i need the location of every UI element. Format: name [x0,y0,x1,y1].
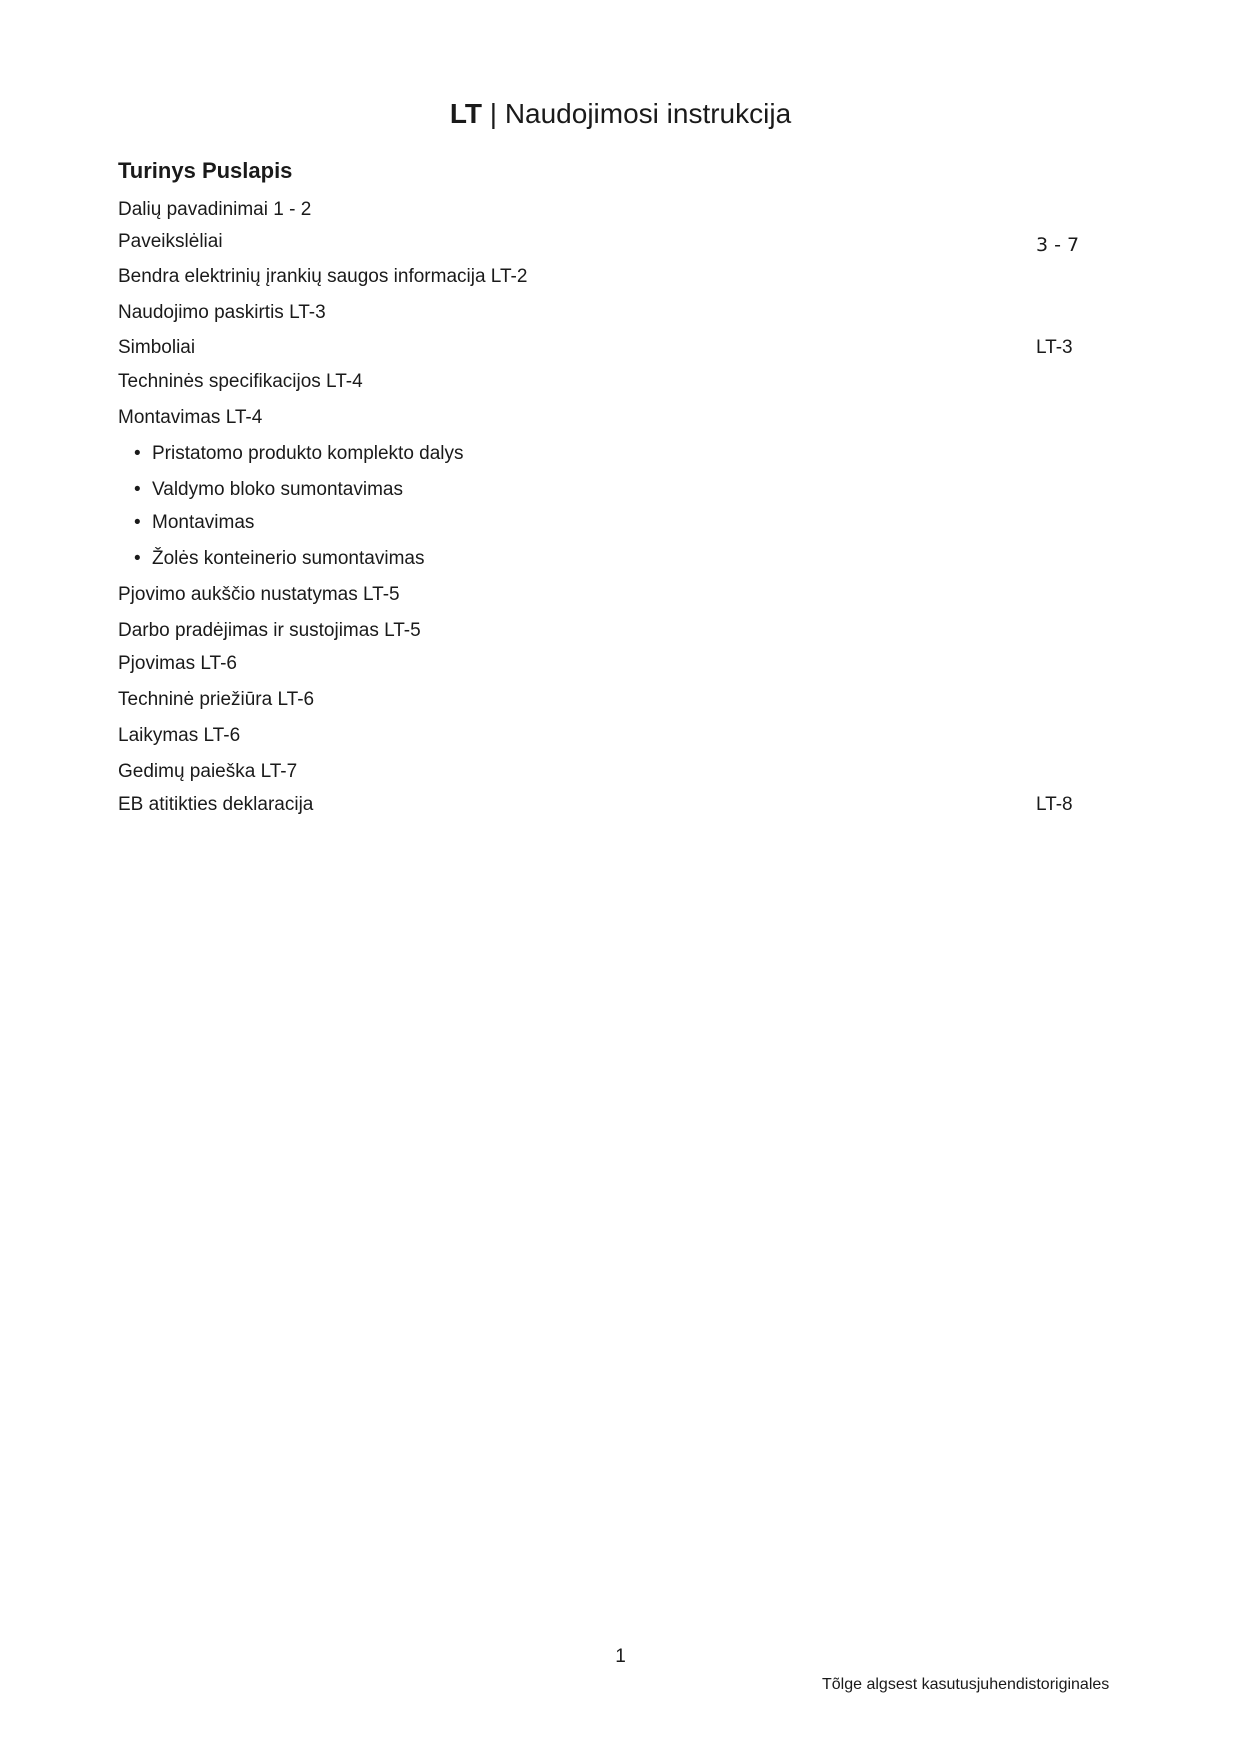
toc-entry-parts-names: Dalių pavadinimai 1 - 2 [118,199,312,220]
toc-entry-start-stop: Darbo pradėjimas ir sustojimas LT-5 [118,620,421,641]
toc-page-symbols: LT-3 [1036,337,1073,358]
title-text: Naudojimosi instrukcija [504,98,792,129]
toc-entry-technical-specs: Techninės specifikacijos LT-4 [118,371,363,392]
toc-subentry-delivery-contents: • Pristatomo produkto komplekto dalys [152,442,464,466]
toc-entry-assembly: Montavimas LT-4 [118,407,263,428]
toc-subentry-mounting: • Montavimas [152,511,254,535]
toc-entry-ec-declaration: EB atitikties deklaracija [118,794,314,815]
toc-entry-symbols: Simboliai [118,337,196,358]
page-title [0,96,1241,132]
toc-entry-maintenance: Techninė priežiūra LT-6 [118,689,315,710]
toc-entry-cutting-height: Pjovimo aukščio nustatymas LT-5 [118,584,400,605]
toc-entry-pictures: Paveikslėliai [118,231,223,252]
toc-page-ec-declaration: LT-8 [1036,794,1073,815]
language-code: LT [449,98,482,129]
toc-entry-troubleshooting: Gedimų paieška LT-7 [118,761,298,782]
toc-entry-intended-use: Naudojimo paskirtis LT-3 [118,302,326,323]
toc-entry-safety-info: Bendra elektrinių įrankių saugos informacija LT-2 [118,266,528,287]
title-separator: | [481,98,505,129]
toc-entry-mowing: Pjovimas LT-6 [118,653,237,674]
footer-note: Tõlge algsest kasutusjuhendistoriginales [822,1676,1110,1693]
toc-heading: Turinys Puslapis [118,158,293,183]
toc-subentry-grass-container: • Žolės konteinerio sumontavimas [152,547,424,571]
toc-entry-storage: Laikymas LT-6 [118,725,241,746]
page-number: 1 [615,1646,626,1667]
toc-page-pictures: 3 - 7 [1036,234,1080,256]
toc-subentry-control-unit: • Valdymo bloko sumontavimas [152,478,403,502]
